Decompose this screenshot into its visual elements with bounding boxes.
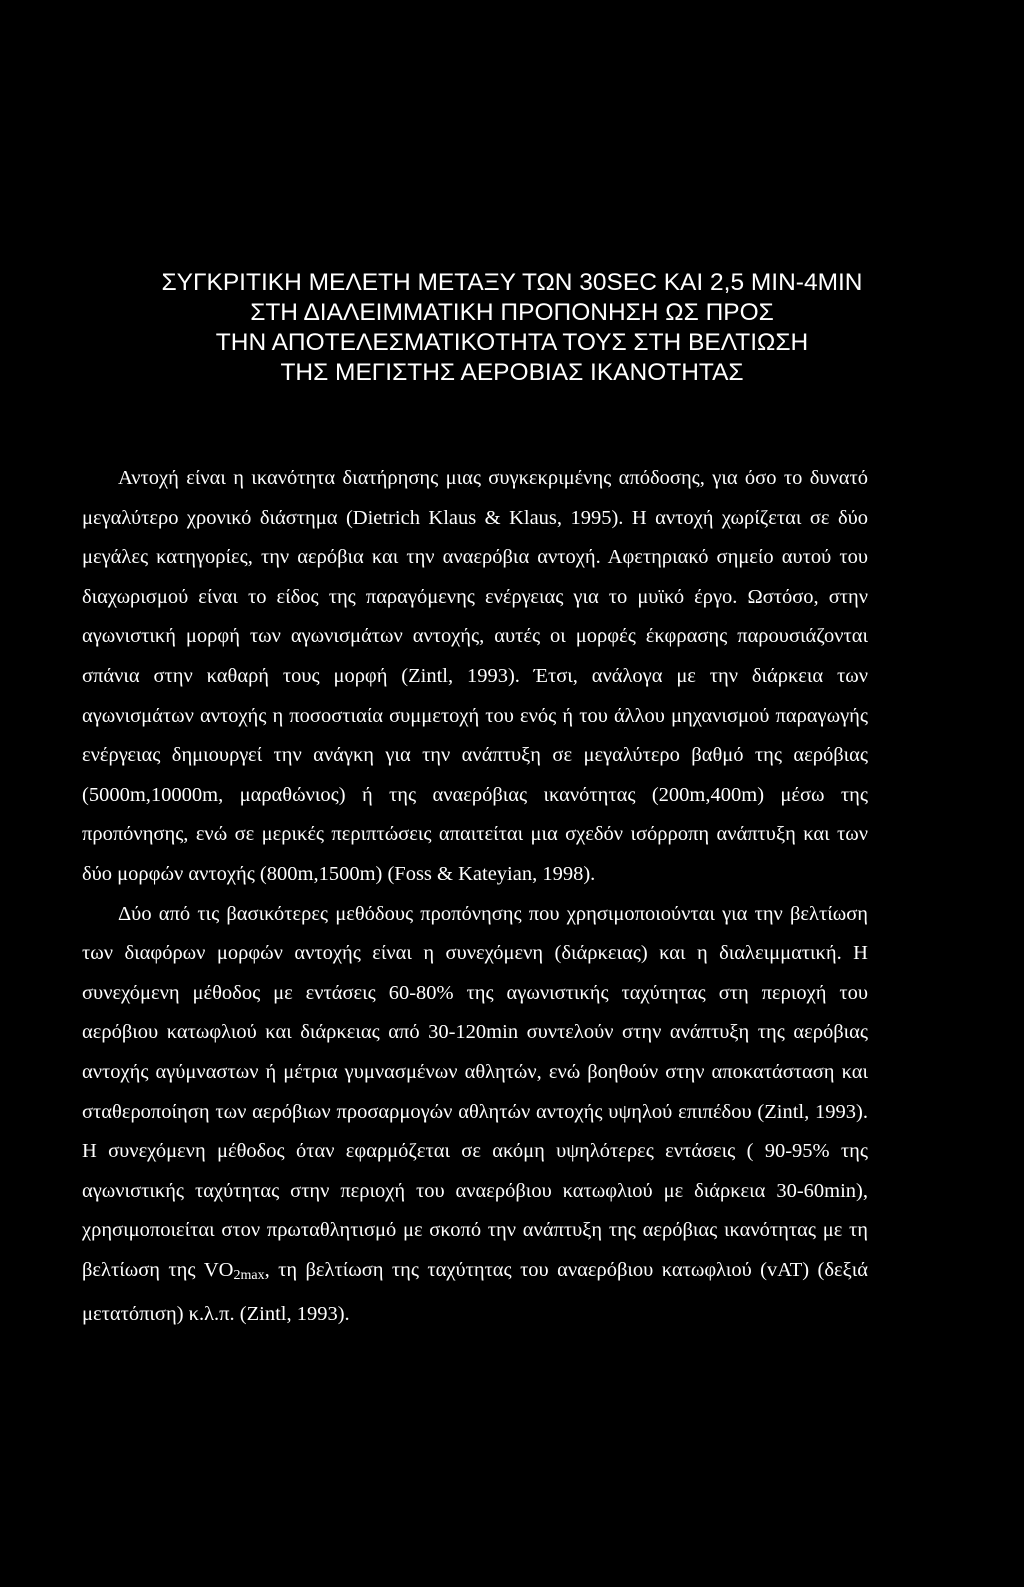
paragraph-endurance-definition: Αντοχή είναι η ικανότητα διατήρησης μιας συγκεκριμένης απόδοσης, για όσο το δυνατό μεγαλύτερο χρονικό διάστημα (Dietrich Klaus & Klaus, 1995). Η αντοχή χωρίζεται σε δύο μεγάλες κατηγορίες, την αερόβια και την αναερόβια αντοχή. Αφετηριακό σημείο αυτού του διαχωρισμού είναι το είδος της παραγόμενης ενέργειας για το μυϊκό έργο. Ωστόσο, στην αγωνιστική μορφή των αγωνισμάτων αντοχής, αυτές οι μορφές έκφρασης παρουσιάζονται σπάνια στην καθαρή τους μορφή (Zintl, 1993). Έτσι, ανάλογα με την διάρκεια των αγωνισμάτων αντοχής η ποσοστιαία συμμετοχή του ενός ή του άλλου μηχανισμού παραγωγής ενέργειας δημιουργεί την ανάγκη για την ανάπτυξη σε μεγαλύτερο βαθμό της αερόβιας (5000m,10000m, μαραθώνιος) ή της αναερόβιας ικανότητας (200m,400m) μέσω της προπόνησης, ενώ σε μερικές περιπτώσεις απαιτείται μια σχεδόν ισόρροπη ανάπτυξη και των δύο μορφών αντοχής (800m,1500m) (Foss & Kateyian, 1998). [82,467,868,885]
title-line-2: ΣΤΗ ΔΙΑΛΕΙΜΜΑΤΙΚΗ ΠΡΟΠΟΝΗΣΗ ΩΣ ΠΡΟΣ [250,299,774,326]
paragraph-training-methods [82,895,868,1336]
paragraph-training-methods-text: Δύο από τις βασικότερες μεθόδους προπόνησης που χρησιμοποιούνται για την βελτίωση των διαφόρων μορφών αντοχής είναι η συνεχόμενη (διάρκειας) και η διαλειμματική. Η συνεχόμενη μέθοδος με εντάσεις 60-80% της αγωνιστικής ταχύτητας στη περιοχή του αερόβιου κατωφλιού και διάρκειας από 30-120min συντελούν στην ανάπτυξη της αερόβιας αντοχής αγύμναστων ή μέτρια γυμνασμένων αθλητών, ενώ βοηθούν στην αποκατάσταση και σταθεροποίηση των αερόβιων προσαρμογών αθλητών αντοχής υψηλού επιπέδου (Zintl, 1993). Η συνεχόμενη μέθοδος όταν εφαρμόζεται σε ακόμη υψηλότερες εντάσεις ( 90-95% της αγωνιστικής ταχύτητας στην περιοχή του αναερόβιου κατωφλιού με διάρκεια 30-60min), χρησιμοποιείται στον πρωταθλητισμό με σκοπό την ανάπτυξη της αερόβιας ικανότητας με τη βελτίωση της VO [82,902,868,1281]
title-line-1: ΣΥΓΚΡΙΤΙΚΗ ΜΕΛΕΤΗ ΜΕΤΑΞΥ ΤΩΝ 30SEC ΚΑΙ 2,5 MIN-4MIN [161,269,863,296]
document-title [60,268,964,388]
title-line-4: ΤΗΣ ΜΕΓΙΣΤΗΣ ΑΕΡΟΒΙΑΣ ΙΚΑΝΟΤΗΤΑΣ [280,359,744,386]
vo2max-subscript: 2max [233,1267,265,1283]
body-text [82,459,868,1335]
paragraph-training-methods-end: , τη βελτίωση της ταχύτητας του αναερόβιου κατωφλιού (vAT) (δεξιά μετατόπιση) κ.λ.π. (Zintl, 1993). [82,1258,869,1326]
title-line-3: ΤΗΝ ΑΠΟΤΕΛΕΣΜΑΤΙΚΟΤΗΤΑ ΤΟΥΣ ΣΤΗ ΒΕΛΤΙΩΣΗ [215,329,809,356]
